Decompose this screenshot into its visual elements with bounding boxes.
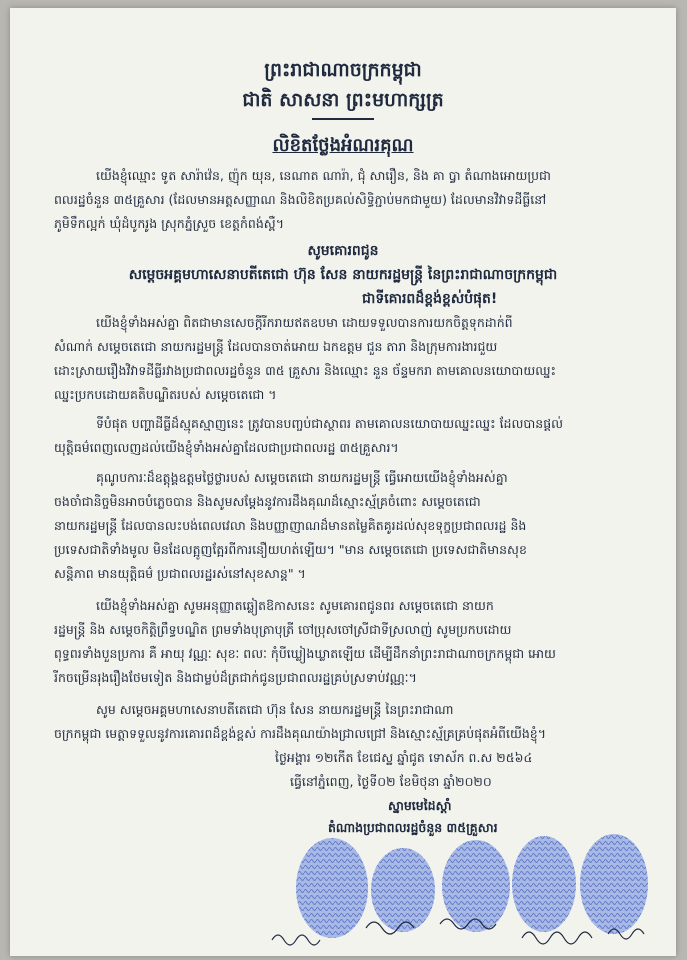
letter-title: លិខិតថ្លែងអំណរគុណ [272,135,414,156]
letter-paper [10,8,676,956]
header-divider [312,118,374,120]
para6-line1: សូម សម្តេចអគ្គមហាសេនាបតីតេជោ ហ៊ុន សែន នាយករដ្ឋមន្ត្រី នៃព្រះរាជាណា [96,702,454,717]
addressee-line1: សម្តេចអគ្គមហាសេនាបតីតេជោ ហ៊ុន សែន នាយករដ្ឋមន្ត្រី នៃព្រះរាជាណាចក្រកម្ពុជា [128,267,558,283]
thumbprint-icon [442,840,510,932]
thumbprint-icon [371,848,435,932]
representative-label: តំណាងប្រជាពលរដ្ឋចំនួន ៣៥គ្រួសារ [328,820,498,835]
respect-heading: សូមគោរពជូន [307,243,379,259]
thumbprint-icon [296,838,368,938]
para3-line2: យុត្តិធម៌ពេញលេញដល់យើងខ្ញុំទាំងអស់គ្នាដែលជាប្រជាពលរដ្ឋ ៣៥គ្រួសារ។ [54,440,399,455]
para4-line3: នាយករដ្ឋមន្ត្រី ដែលបានលះបង់ពេលវេលា និងបញ្ញាញាណដ៏មានតម្លៃគិតគូរដល់សុខទុក្ខប្រជាពលរដ្ឋ និង [54,518,527,533]
lunar-date: ថ្ងៃអង្គារ ១២កើត ខែជេស្ឋ ឆ្នាំជូត ទោស័ក ព.ស ២៥៦៤ [275,750,533,765]
para4-line2: ចងចាំជានិច្ចមិនអាចបំភ្លេចបាន និងសូមសម្តែងនូវការដឹងគុណដ៏ស្មោះស្ម័គ្រចំពោះ សម្តេចតេជោ [54,494,481,509]
para2-line2: សំណាក់ សម្តេចតេជោ នាយករដ្ឋមន្ត្រី ដែលបានចាត់អោយ ឯកឧត្តម ជួន តារា និងក្រុមការងារជួយ [54,339,498,354]
para1-line3: ភូមិទឹកល្អក់ ឃុំដំបូករូង ស្រុកភ្នំស្រួច ខេត្តកំពង់ស្ពឺ។ [54,216,284,231]
thumbprint-icon [580,834,648,934]
thumbprint-label: ស្នាមមេដៃស្តាំ [388,798,452,813]
para6-line2: ចក្រកម្ពុជា មេត្តាទទួលនូវការគោរពដ៏ខ្ពង់ខ្ពស់ ការដឹងគុណយ៉ាងជ្រាលជ្រៅ និងស្មោះស្ម័គ្រគ្រប់ផុតអំពីយើងខ្ញុំ។ [54,726,546,741]
addressee-line2: ជាទីគោរពដ៏ខ្ពង់ខ្ពស់បំផុត! [362,291,498,307]
solar-date: ធ្វើនៅភ្នំពេញ, ថ្ងៃទី០២ ខែមិថុនា ឆ្នាំ២០២០ [290,774,492,789]
para4-line4: ប្រទេសជាតិទាំងមូល មិនដែលត្អូញត្អែរពីការនឿយហត់ឡើយ។ "មាន សម្តេចតេជោ ប្រទេសជាតិមានសុខ [54,542,527,557]
thumbprints-and-signatures [10,828,676,956]
para1-line2: ពលរដ្ឋចំនួន ៣៥គ្រួសារ (ដែលមានអត្តសញ្ញាណ និងលិខិតប្រគល់សិទ្ធិភ្ជាប់មកជាមួយ) ដែលមានវិវាទដីធ្លីនៅ [54,192,547,207]
para2-line4: ឈ្នះប្រកបដោយគតិបណ្ឌិតរបស់ សម្តេចតេជោ ។ [54,387,277,402]
para5-line3: ពុទ្ធពរទាំងបួនប្រការ គឺ អាយុ វណ្ណៈ សុខៈ ពលៈ កុំបីឃ្លៀងឃ្លាតឡើយ ដើម្បីដឹកនាំព្រះរាជាណាចក្រកម្ពុជា អោយ [54,646,556,661]
thumbprint-icon [512,836,576,932]
para5-line4: រីកចម្រើនរុងរឿងថែមទៀត និងជាម្លប់ដ៏ត្រជាក់ជូនប្រជាពលរដ្ឋគ្រប់ស្រទាប់វណ្ណៈ។ [54,670,417,685]
national-motto: ជាតិ សាសនា ព្រះមហាក្សត្រ [242,89,444,111]
para2-line3: ដោះស្រាយរឿងវិវាទដីធ្លីរវាងប្រជាពលរដ្ឋចំនួន ៣៥ គ្រួសារ និងឈ្មោះ នួន ច័ន្ទមករា តាមគោលនយោបាយឈ្នះ [54,363,556,378]
para5-line1: យើងខ្ញុំទាំងអស់គ្នា សូមអនុញ្ញាតឆ្លៀតឱកាសនេះ សូមគោរពជូនពរ សម្តេចតេជោ នាយក [96,598,494,613]
para5-line2: រដ្ឋមន្ត្រី និង សម្តេចកិត្តិព្រឹទ្ធបណ្ឌិត ព្រមទាំងបុត្រាបុត្រី ចៅប្រុសចៅស្រីជាទីស្រលាញ់ សូមប្រកបដោយ [54,622,512,637]
para1-line1: យើងខ្ញុំឈ្មោះ ទូត សារ៉ាវ៉េន, ញ៉ុក យុន, នេណាត ណារ៉ា, ជុំ សារឿន, និង គា ប្វា តំណាងអោយប្រជា [96,168,551,183]
kingdom-heading: ព្រះរាជាណាចក្រកម្ពុជា [264,59,422,81]
para3-line1: ទីបំផុត បញ្ហាដីធ្លីដ៏ស្មុគស្មាញនេះ ត្រូវបានបញ្ចប់ជាស្ថាពរ តាមគោលនយោបាយឈ្នះឈ្នះ ដែលបានផ្តល់ [96,416,564,431]
para2-line1: យើងខ្ញុំទាំងអស់គ្នា ពិតជាមានសេចក្តីរីករាយឥតឧបមា ដោយទទួលបានការយកចិត្តទុកដាក់ពី [96,315,513,330]
para4-line1: គុណូបការៈដ៏ឧត្តុង្គឧត្តមថ្លៃថ្លារបស់ សម្តេចតេជោ នាយករដ្ឋមន្ត្រី ធ្វើអោយយើងខ្ញុំទាំងអស់គ្នា [96,470,508,485]
para4-line5: សន្តិភាព មានយុត្តិធម៌ ប្រជាពលរដ្ឋរស់នៅសុខសាន្ត" ។ [54,566,306,581]
